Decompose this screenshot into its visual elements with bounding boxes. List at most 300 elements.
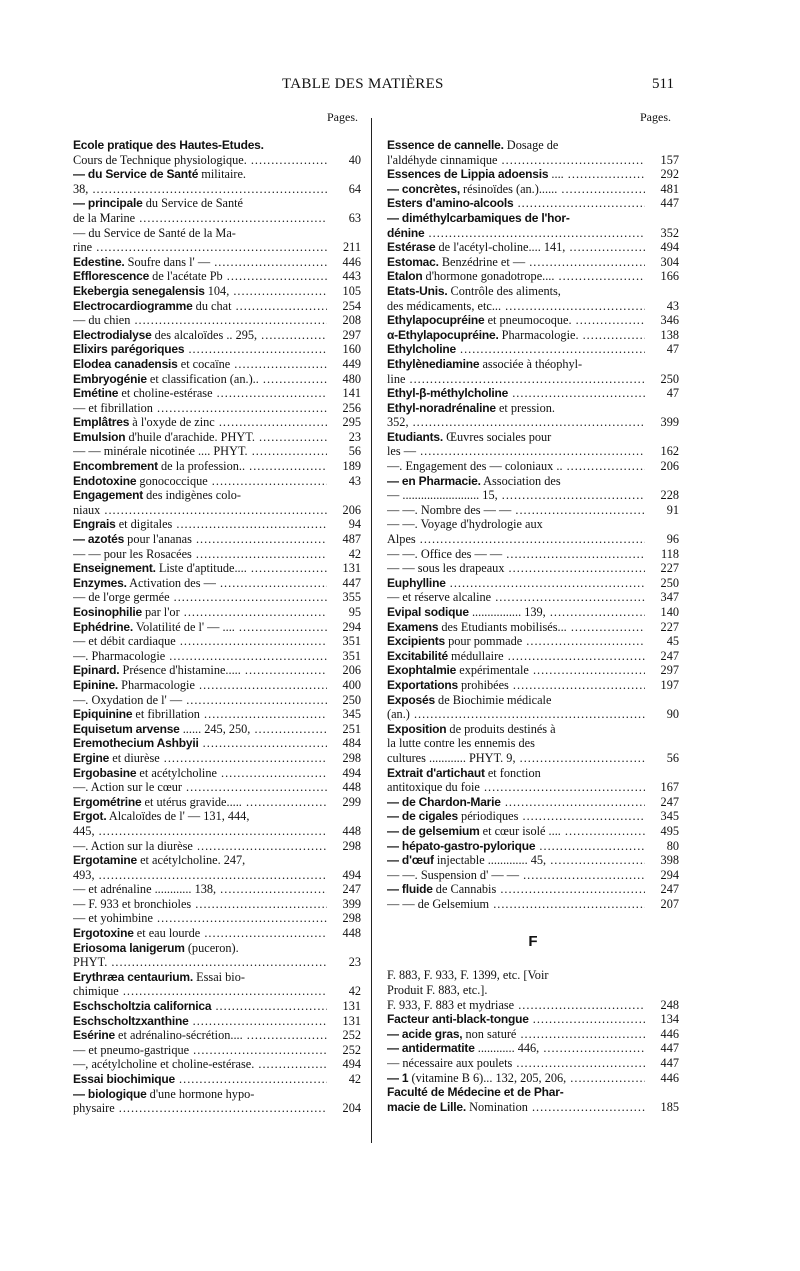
- entry-page: 118: [661, 546, 679, 561]
- entry-text: [387, 693, 645, 708]
- index-entry: [387, 284, 679, 299]
- entry-keyword: — en Pharmacie.: [387, 473, 481, 488]
- entry-page: 448: [342, 926, 361, 941]
- entry-text: [73, 167, 327, 182]
- entry-description: de Biochimie médicale: [434, 692, 552, 707]
- index-entry: [387, 809, 679, 824]
- entry-keyword: Exportations: [387, 677, 458, 692]
- entry-keyword: Elixirs parégoriques: [73, 342, 185, 357]
- entry-description: 352,: [387, 415, 409, 430]
- entry-page: 247: [660, 648, 679, 663]
- index-entry: [73, 1014, 361, 1029]
- entry-page: 346: [660, 313, 679, 328]
- index-entry: [387, 736, 679, 751]
- entry-page: 250: [342, 692, 361, 707]
- entry-page: 250: [660, 575, 679, 590]
- index-entry: [387, 532, 679, 547]
- index-entry: [387, 853, 679, 868]
- index-entry: [387, 459, 679, 474]
- entry-description: —. Engagement des — coloniaux ..: [387, 459, 563, 474]
- entry-text: [387, 1012, 645, 1027]
- index-entry: [73, 474, 361, 489]
- entry-text: [73, 926, 327, 941]
- entry-keyword: Faculté de Médecine et de Phar-: [387, 1085, 564, 1100]
- entry-page: 345: [660, 809, 679, 824]
- entry-text: [73, 649, 327, 664]
- index-entry: [73, 299, 361, 314]
- entry-description: Association des: [480, 473, 561, 488]
- index-entry: [73, 211, 361, 226]
- entry-text: [387, 313, 645, 328]
- entry-description: —, acétylcholine et choline-estérase.: [73, 1057, 255, 1072]
- entry-description: — et adrénaline ............ 138,: [73, 882, 217, 897]
- index-entry: [387, 313, 679, 328]
- entry-keyword: Ephédrine.: [73, 619, 134, 634]
- entry-description: Présence d'histamine.....: [119, 663, 241, 678]
- index-entry: [73, 153, 361, 168]
- entry-keyword: Equisetum arvense: [73, 721, 180, 736]
- entry-keyword: Enseignement.: [73, 561, 156, 576]
- entry-text: [387, 328, 645, 343]
- index-entry: [387, 138, 679, 153]
- entry-description: de Cannabis: [432, 882, 497, 897]
- entry-keyword: Epinard.: [73, 663, 120, 678]
- index-entry: [387, 1056, 679, 1071]
- index-entry: [73, 766, 361, 781]
- index-entry: [387, 328, 679, 343]
- entry-description: — et pneumo-gastrique: [73, 1042, 190, 1057]
- entry-text: [73, 751, 327, 766]
- entry-keyword: — d'œuf: [387, 853, 434, 868]
- entry-page: 446: [660, 1026, 679, 1041]
- column-divider: [371, 118, 372, 1143]
- index-entry: [73, 561, 361, 576]
- entry-page: 494: [342, 765, 361, 780]
- index-entry: [73, 868, 361, 883]
- entry-text: [387, 751, 645, 766]
- index-entry: [73, 941, 361, 956]
- index-entry: [73, 503, 361, 518]
- index-entry: [73, 1101, 361, 1116]
- entry-page: 398: [660, 853, 679, 868]
- entry-text: [73, 459, 327, 474]
- index-entry: [73, 839, 361, 854]
- entry-text: [387, 868, 645, 883]
- entry-text: [387, 167, 645, 182]
- entry-description: non saturé: [462, 1026, 517, 1041]
- entry-keyword: macie de Lille.: [387, 1099, 467, 1114]
- entry-keyword: Etalon: [387, 269, 423, 284]
- entry-description: ....: [548, 167, 564, 182]
- index-entry: [73, 576, 361, 591]
- entry-keyword: Ekebergia senegalensis: [73, 283, 205, 298]
- index-entry: [73, 255, 361, 270]
- entry-page: 487: [342, 532, 361, 547]
- entry-description: ................ 139,: [468, 605, 546, 619]
- entry-text: [387, 983, 645, 998]
- index-entry: [73, 955, 361, 970]
- entry-page: 131: [342, 999, 361, 1014]
- entry-description: —. Oxydation de l' —: [73, 692, 183, 707]
- index-entry: [73, 809, 361, 824]
- entry-keyword: Emplâtres: [73, 415, 130, 430]
- entry-page: 227: [660, 619, 679, 634]
- entry-description: l'aldéhyde cinnamique: [387, 152, 498, 167]
- entry-text: [73, 1028, 327, 1043]
- entry-description: de l'acétyl-choline.... 141,: [435, 240, 566, 255]
- entry-page: 297: [342, 327, 361, 342]
- index-entry: [387, 998, 679, 1013]
- entry-keyword: Enzymes.: [73, 575, 127, 590]
- entry-text: [73, 693, 327, 708]
- entry-description: F. 933, F. 883 et mydriase: [387, 997, 515, 1012]
- entry-page: 252: [342, 1042, 361, 1057]
- entry-text: [387, 459, 645, 474]
- entry-page: 247: [342, 882, 361, 897]
- index-entry: [387, 693, 679, 708]
- index-entry: [73, 240, 361, 255]
- entry-page: 347: [660, 590, 679, 605]
- entry-page: 298: [342, 911, 361, 926]
- entry-text: [73, 1043, 327, 1058]
- entry-description: pour pommade: [445, 634, 523, 649]
- entry-description: — —. Office des — —: [387, 546, 503, 561]
- entry-text: [387, 196, 645, 211]
- entry-description: niaux: [73, 502, 101, 517]
- index-entry: [387, 226, 679, 241]
- entry-keyword: α-Ethylapocupréine.: [387, 327, 499, 342]
- index-entry: [387, 722, 679, 737]
- index-entry: [73, 1072, 361, 1087]
- entry-keyword: Elodea canadensis: [73, 356, 178, 371]
- entry-description: line: [387, 371, 406, 386]
- entry-text: [387, 795, 645, 810]
- entry-page: 40: [348, 152, 361, 167]
- index-entry: [73, 663, 361, 678]
- entry-description: — — pour les Rosacées: [73, 546, 192, 561]
- entry-keyword: — du Service de Santé: [73, 167, 199, 182]
- entry-page: 495: [660, 823, 679, 838]
- index-entry: [387, 897, 679, 912]
- entry-text: [387, 561, 645, 576]
- index-entry: [387, 503, 679, 518]
- entry-description: Alpes: [387, 532, 416, 547]
- index-entry: [73, 853, 361, 868]
- index-entry: [73, 620, 361, 635]
- entry-page: 228: [660, 488, 679, 503]
- entry-text: [73, 853, 327, 868]
- index-entry: [387, 357, 679, 372]
- entry-description: et pression.: [495, 400, 555, 415]
- entry-keyword: Electrodialyse: [73, 327, 152, 342]
- entry-page: 96: [666, 532, 679, 547]
- entry-description: et classification (an.)..: [146, 371, 259, 386]
- entry-page: 94: [348, 517, 361, 532]
- index-entry: [73, 182, 361, 197]
- entry-description: — et réserve alcaline: [387, 590, 492, 605]
- entry-description: Essai bio-: [193, 969, 245, 984]
- entry-text: [73, 780, 327, 795]
- index-entry: [387, 167, 679, 182]
- entry-text: [387, 284, 645, 299]
- index-entry: [73, 196, 361, 211]
- entry-text: [73, 970, 327, 985]
- entry-text: [387, 605, 645, 620]
- entry-text: [73, 955, 327, 970]
- entry-text: [387, 1027, 645, 1042]
- index-entry: [387, 1027, 679, 1042]
- entry-keyword: dénine: [387, 225, 425, 240]
- index-entry: [73, 1028, 361, 1043]
- entry-description: les —: [387, 444, 417, 459]
- entry-page: 167: [660, 780, 679, 795]
- entry-text: [387, 678, 645, 693]
- index-entry: [73, 693, 361, 708]
- entry-keyword: Eriosoma lanigerum: [73, 940, 185, 955]
- entry-text: [387, 372, 645, 387]
- entry-description: Pharmacologie: [118, 677, 195, 692]
- entry-description: — — minérale nicotinée .... PHYT.: [73, 444, 248, 459]
- entry-text: [387, 897, 645, 912]
- entry-description: des indigènes colo-: [143, 488, 242, 503]
- entry-keyword: Euphylline: [387, 575, 446, 590]
- entry-page: 251: [342, 721, 361, 736]
- index-entry: [387, 1012, 679, 1027]
- entry-page: 494: [342, 867, 361, 882]
- entry-description: à l'oxyde de zinc: [129, 415, 215, 430]
- entry-page: 56: [348, 444, 361, 459]
- entry-page: 23: [348, 429, 361, 444]
- entry-text: [73, 634, 327, 649]
- entry-keyword: Epiquinine: [73, 707, 133, 722]
- entry-page: 80: [666, 838, 679, 853]
- index-entry: [73, 269, 361, 284]
- entry-keyword: Eremothecium Ashbyii: [73, 736, 199, 751]
- entry-keyword: — azotés: [73, 532, 125, 547]
- entry-text: [387, 839, 645, 854]
- entry-page: 297: [660, 663, 679, 678]
- index-entry: [73, 736, 361, 751]
- entry-text: [73, 547, 327, 562]
- entry-keyword: Ethyl-noradrénaline: [387, 400, 496, 415]
- entry-description: — — sous les drapeaux: [387, 561, 505, 576]
- entry-description: et pneumocoque.: [484, 313, 572, 328]
- entry-description: des Etudiants mobilisés...: [438, 619, 567, 634]
- entry-text: [73, 620, 327, 635]
- entry-text: [73, 839, 327, 854]
- index-entry: [73, 1087, 361, 1102]
- entry-page: 298: [342, 750, 361, 765]
- entry-keyword: Exposition: [387, 721, 447, 736]
- entry-description: cultures ............ PHYT. 9,: [387, 750, 516, 765]
- entry-text: [387, 430, 645, 445]
- entry-keyword: Ethylcholine: [387, 342, 456, 357]
- entry-keyword: — de Chardon-Marie: [387, 794, 501, 809]
- entry-keyword: Endotoxine: [73, 473, 137, 488]
- entry-description: — —. Nombre des — —: [387, 502, 512, 517]
- entry-description: physaire: [73, 1101, 115, 1116]
- entry-page: 446: [342, 254, 361, 269]
- entry-keyword: Embryogénie: [73, 371, 147, 386]
- right-column: [387, 138, 679, 1114]
- entry-description: de la profession..: [157, 459, 246, 474]
- entry-keyword: Exposés: [387, 692, 435, 707]
- entry-page: 443: [342, 269, 361, 284]
- index-entry: [73, 911, 361, 926]
- index-entry: [387, 401, 679, 416]
- index-entry: [73, 488, 361, 503]
- index-entry: [73, 678, 361, 693]
- entry-page: 95: [348, 605, 361, 619]
- entry-text: [73, 269, 327, 284]
- index-entry: [73, 605, 361, 620]
- entry-text: [387, 138, 645, 153]
- entry-text: [73, 299, 327, 314]
- entry-keyword: Excitabilité: [387, 648, 448, 663]
- entry-page: 227: [660, 561, 679, 576]
- entry-description: et utérus gravide.....: [141, 794, 242, 809]
- entry-description: — ......................... 15,: [387, 488, 498, 503]
- entry-text: [387, 547, 645, 562]
- entry-keyword: Efflorescence: [73, 269, 150, 284]
- entry-description: associée à théophyl-: [479, 356, 583, 371]
- entry-text: [73, 736, 327, 751]
- entry-text: [387, 342, 645, 357]
- entry-description: injectable ............. 45,: [433, 853, 547, 868]
- entry-text: [387, 968, 645, 983]
- entry-description: Produit F. 883, etc.].: [387, 983, 488, 998]
- entry-keyword: — antidermatite: [387, 1041, 475, 1056]
- entry-keyword: Etudiants.: [387, 429, 444, 444]
- entry-page: 449: [342, 356, 361, 371]
- entry-page: 197: [660, 677, 679, 692]
- entry-description: d'une hormone hypo-: [146, 1086, 255, 1101]
- index-entry: [387, 751, 679, 766]
- entry-description: et diurèse: [109, 750, 160, 765]
- entry-keyword: — acide gras,: [387, 1026, 463, 1041]
- entry-keyword: Essai biochimique: [73, 1072, 175, 1086]
- entry-description: du Service de Santé: [142, 196, 244, 211]
- entry-text: [73, 1101, 327, 1116]
- index-entry: [73, 226, 361, 241]
- entry-keyword: Ecole pratique des Hautes-Etudes.: [73, 138, 264, 152]
- index-entry: [387, 196, 679, 211]
- entry-text: [387, 488, 645, 503]
- pages-label-right: Pages.: [640, 110, 671, 124]
- index-entry: [73, 590, 361, 605]
- index-entry: [73, 547, 361, 562]
- entry-description: antitoxique du foie: [387, 780, 480, 795]
- entry-description: et fibrillation: [132, 707, 200, 722]
- entry-page: 208: [342, 313, 361, 328]
- index-entry: [73, 1043, 361, 1058]
- entry-text: [387, 824, 645, 839]
- entry-description: —. Action sur le cœur: [73, 780, 182, 795]
- entry-text: [73, 868, 327, 883]
- entry-description: Œuvres sociales pour: [443, 429, 552, 444]
- index-entry: [387, 255, 679, 270]
- entry-page: 447: [660, 1056, 679, 1071]
- entry-description: — F. 933 et bronchioles: [73, 896, 192, 911]
- index-entry: [387, 590, 679, 605]
- entry-text: [73, 401, 327, 416]
- entry-page: 345: [342, 707, 361, 722]
- index-entry: [387, 1041, 679, 1056]
- section-heading-f: F: [528, 933, 538, 951]
- entry-page: 448: [342, 823, 361, 838]
- entry-text: [73, 503, 327, 518]
- entry-text: [387, 415, 645, 430]
- entry-page: 211: [343, 240, 361, 255]
- entry-description: et choline-estérase: [118, 386, 213, 401]
- entry-text: [73, 517, 327, 532]
- entry-keyword: Eschscholtzxanthine: [73, 1013, 189, 1028]
- entry-keyword: — de cigales: [387, 809, 458, 824]
- entry-text: [73, 795, 327, 810]
- entry-page: 157: [660, 152, 679, 167]
- entry-keyword: Essences de Lippia adoensis: [387, 167, 549, 182]
- entry-text: [73, 284, 327, 299]
- entry-page: 206: [660, 459, 679, 474]
- index-entry: [73, 897, 361, 912]
- entry-keyword: Eschscholtzia californica: [73, 999, 212, 1014]
- entry-text: [387, 401, 645, 416]
- entry-keyword: Extrait d'artichaut: [387, 765, 485, 780]
- page-header: [0, 76, 800, 96]
- entry-description: (puceron).: [184, 940, 239, 955]
- index-entry: [73, 138, 361, 153]
- entry-page: 480: [342, 371, 361, 386]
- entry-text: [73, 605, 327, 620]
- entry-description: Alcaloïdes de l' — 131, 444,: [106, 809, 250, 824]
- index-entry: [387, 983, 679, 998]
- entry-keyword: Ethylènediamine: [387, 356, 480, 371]
- entry-page: 447: [660, 1041, 679, 1056]
- entry-description: PHYT.: [73, 955, 108, 970]
- entry-description: (an.): [387, 707, 410, 722]
- entry-keyword: Esérine: [73, 1028, 115, 1043]
- entry-description: — nécessaire aux poulets: [387, 1056, 513, 1071]
- entry-description: périodiques: [457, 809, 519, 824]
- entry-text: [387, 766, 645, 781]
- entry-page: 494: [342, 1057, 361, 1072]
- entry-description: ...... 245, 250,: [179, 721, 251, 736]
- entry-page: 247: [660, 882, 679, 897]
- entry-page: 140: [660, 605, 679, 619]
- entry-description: médullaire: [447, 648, 504, 663]
- entry-text: [73, 342, 327, 357]
- entry-text: [73, 722, 327, 737]
- entry-page: 63: [348, 210, 361, 225]
- entry-text: [73, 138, 327, 153]
- index-entry: [73, 926, 361, 941]
- entry-text: [387, 882, 645, 897]
- entry-keyword: — diméthylcarbamiques de l'hor-: [387, 210, 570, 225]
- index-entry: [387, 386, 679, 401]
- index-entry: [387, 678, 679, 693]
- entry-description: résinoïdes (an.)......: [459, 181, 558, 196]
- index-entry: [73, 517, 361, 532]
- entry-page: 447: [342, 575, 361, 590]
- index-entry: [387, 620, 679, 635]
- entry-description: militaire.: [198, 167, 246, 182]
- entry-keyword: Ethylapocupréine: [387, 313, 485, 328]
- index-entry: [387, 488, 679, 503]
- entry-text: [387, 576, 645, 591]
- index-entry: [387, 605, 679, 620]
- entry-text: [387, 532, 645, 547]
- entry-text: [387, 153, 645, 168]
